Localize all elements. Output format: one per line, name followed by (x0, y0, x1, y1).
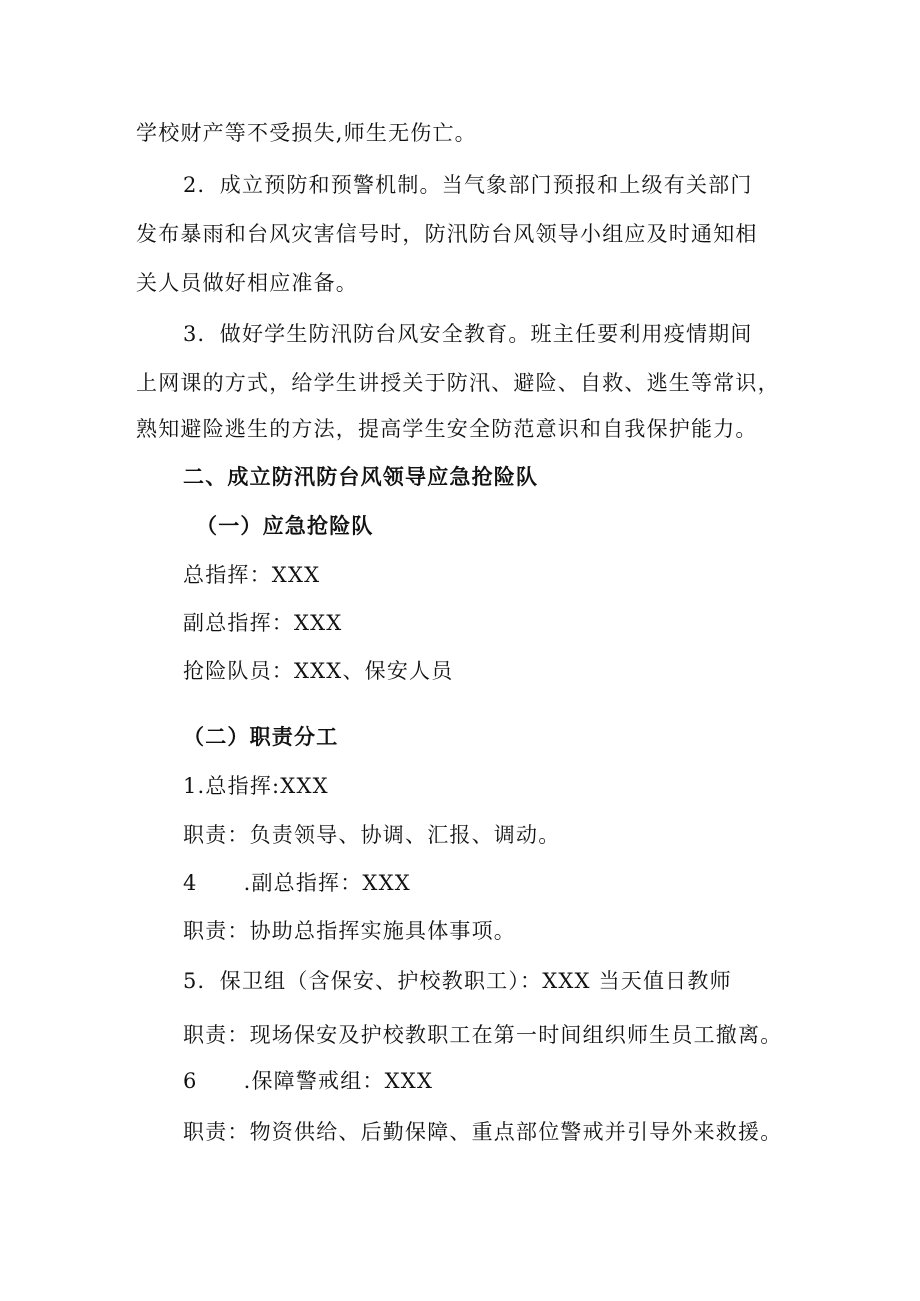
duty-text: 职责：负责领导、协调、汇报、调动。 (183, 823, 561, 847)
subsection-heading: （一）应急抢险队 (196, 513, 374, 538)
duty-text: 职责：协助总指挥实施具体事项。 (183, 919, 516, 943)
duty-title: 5．保卫组（含保安、护校教职工）：XXX 当天值日教师 (183, 969, 732, 993)
deputy-commander-line: 副总指挥：XXX (183, 611, 343, 635)
commander-line: 总指挥：XXX (183, 563, 321, 587)
duty-title (183, 868, 411, 898)
paragraph-line: 学校财产等不受损失,师生无伤亡。 (136, 121, 477, 145)
rescue-members-line: 抢险队员：XXX、保安人员 (183, 659, 454, 683)
duty-number: 6 (183, 1069, 198, 1093)
duty-number: 4 (183, 871, 198, 895)
duty-text: 职责：现场保安及护校教职工在第一时间组织师生员工撤离。 (183, 1023, 783, 1047)
section-heading: 二、成立防汛防台风领导应急抢险队 (183, 464, 539, 489)
paragraph-line: 关人员做好相应准备。 (136, 271, 358, 295)
duty-title (183, 1066, 433, 1096)
duty-title-text: .保障警戒组：XXX (243, 1069, 434, 1093)
subsection-heading: （二）职责分工 (183, 724, 339, 749)
paragraph-line: 2．成立预防和预警机制。当气象部门预报和上级有关部门 (183, 173, 753, 197)
paragraph-line: 3．做好学生防汛防台风安全教育。班主任要利用疫情期间 (183, 322, 753, 346)
paragraph-line: 发布暴雨和台风灾害信号时，防汛防台风领导小组应及时通知相 (136, 222, 758, 246)
duty-text: 职责：物资供给、后勤保障、重点部位警戒并引导外来救援。 (183, 1120, 783, 1144)
paragraph-line: 上网课的方式，给学生讲授关于防汛、避险、自救、逃生等常识， (136, 371, 780, 395)
duty-title-text: .副总指挥：XXX (243, 871, 411, 895)
paragraph-line: 熟知避险逃生的方法，提高学生安全防范意识和自我保护能力。 (136, 417, 758, 441)
duty-title: 1.总指挥:XXX (183, 774, 329, 798)
